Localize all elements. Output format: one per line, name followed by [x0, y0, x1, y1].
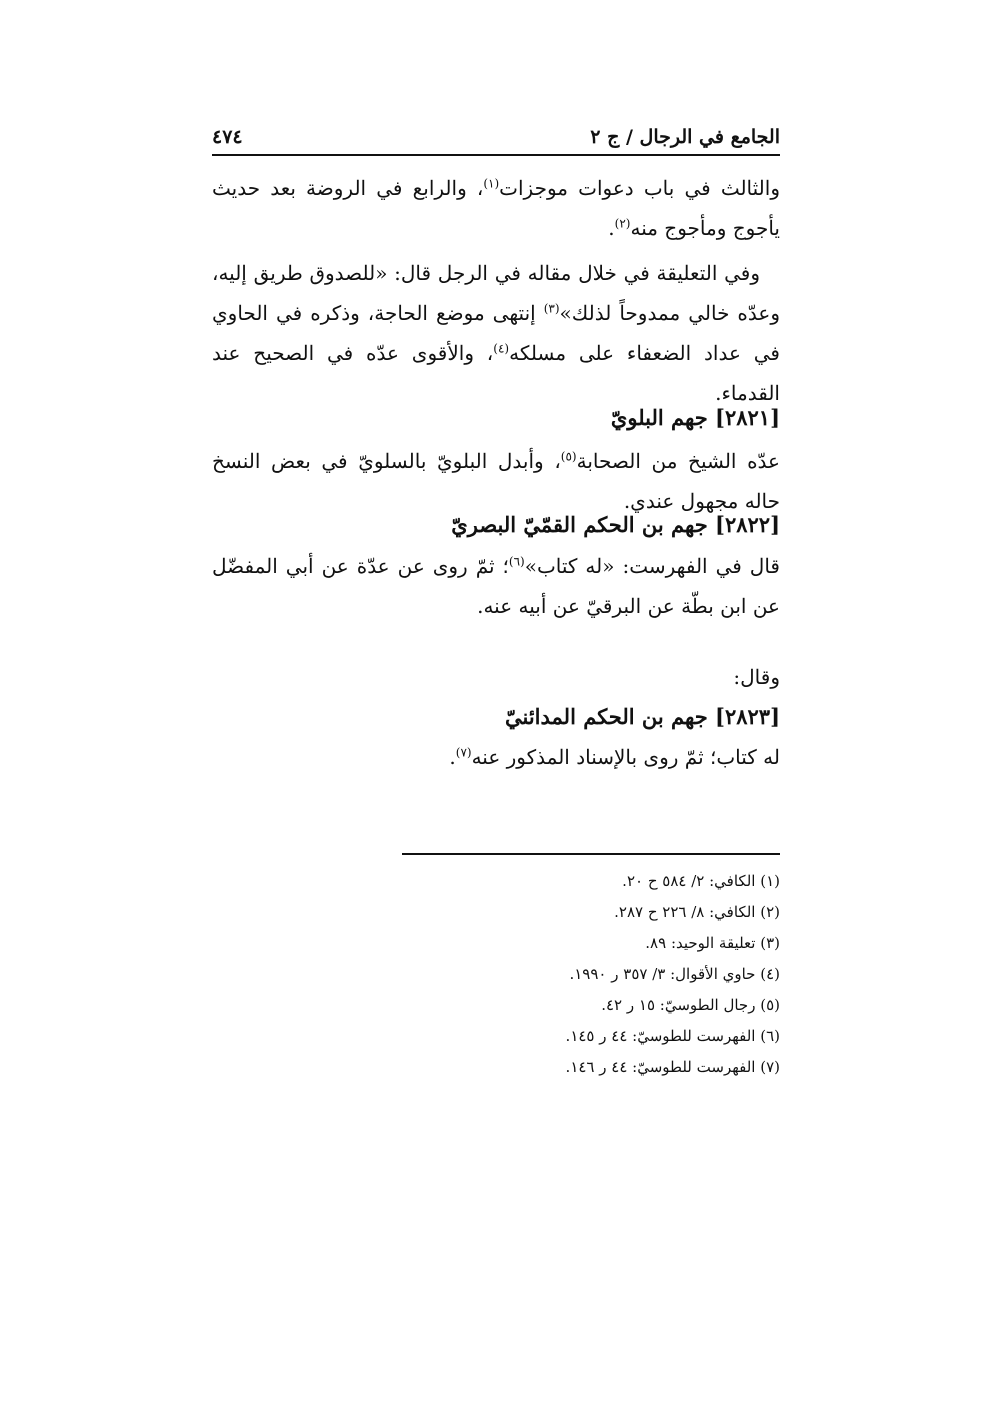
para1-text: والثالث في باب دعوات موجزات — [499, 176, 780, 200]
entry-2823-text-2: . — [449, 745, 456, 769]
entry-2821-text-2: ، وأبدل البلويّ بالسلويّ في بعض النسخ حاله مجهول عندي. — [212, 449, 780, 513]
entry-2821-heading: [٢٨٢١] جهم البلويّ — [610, 405, 780, 430]
paragraph-1 — [212, 168, 780, 248]
entry-2822-heading: [٢٨٢٢] جهم بن الحكم القمّيّ البصريّ — [451, 512, 780, 537]
footnote-ref-6[interactable]: (٦) — [508, 554, 525, 569]
footnote-ref-3[interactable]: (٣) — [543, 301, 560, 316]
book-page — [212, 0, 780, 1403]
entry-2822-text: قال في الفهرست: «له كتاب» — [524, 554, 780, 578]
entry-2823-body — [212, 737, 780, 777]
entry-2823-heading: [٢٨٢٣] جهم بن الحكم المدائنيّ — [505, 704, 780, 729]
para2-text-3: ، والأقوى عدّه في الصحيح عند القدماء. — [212, 341, 780, 405]
entry-2822-continuation: وقال: — [733, 665, 780, 689]
entry-2822-body — [212, 546, 780, 626]
footnote-item: (٧) الفهرست للطوسيّ: ٤٤ ر ١٤٦. — [565, 1058, 780, 1076]
footnotes-list — [566, 866, 780, 1083]
footnote-item: (٢) الكافي: ٨/ ٢٢٦ ح ٢٨٧. — [614, 903, 780, 921]
footnote-ref-4[interactable]: (٤) — [493, 341, 510, 356]
footnote-item: (٦) الفهرست للطوسيّ: ٤٤ ر ١٤٥. — [565, 1027, 780, 1045]
entry-2823-text: له كتاب؛ ثمّ روى بالإسناد المذكور عنه — [471, 745, 780, 769]
footnote-item: (٥) رجال الطوسيّ: ١٥ ر ٤٢. — [601, 996, 780, 1014]
footnote-item: (٤) حاوي الأقوال: ٣/ ٣٥٧ ر ١٩٩٠. — [569, 965, 780, 983]
footnote-ref-5[interactable]: (٥) — [560, 449, 577, 464]
footnote-separator — [402, 853, 780, 855]
footnote-item: (٣) تعليقة الوحيد: ٨٩. — [645, 934, 780, 952]
footnote-ref-1[interactable]: (١) — [483, 176, 500, 191]
paragraph-2 — [212, 253, 780, 413]
para1-text-2: ، والرابع في الروضة بعد حديث يأجوج ومأجوج منه — [212, 176, 780, 240]
running-title: الجامع في الرجال / ج ٢ — [590, 126, 780, 148]
para2-text: وفي التعليقة في خلال مقاله في الرجل قال: «للصدوق طريق إليه، وعدّه خالي ممدوحاً لذلك» — [212, 261, 781, 325]
para2-text-2: إنتهى موضع الحاجة، وذكره في الحاوي في عداد الضعفاء على مسلكه — [212, 301, 780, 365]
footnote-ref-2[interactable]: (٢) — [614, 216, 631, 231]
entry-2822-text-2: ؛ ثمّ روى عن عدّة عن أبي المفضّل عن ابن بطّة عن البرقيّ عن أبيه عنه. — [212, 554, 780, 618]
entry-2821-text: عدّه الشيخ من الصحابة — [576, 449, 780, 473]
footnote-ref-7[interactable]: (٧) — [455, 745, 472, 760]
page-header — [212, 120, 780, 156]
para1-text-3: . — [608, 216, 615, 240]
page-number: ٤٧٤ — [212, 126, 243, 148]
footnote-item: (١) الكافي: ٢/ ٥٨٤ ح ٢٠. — [622, 872, 780, 890]
